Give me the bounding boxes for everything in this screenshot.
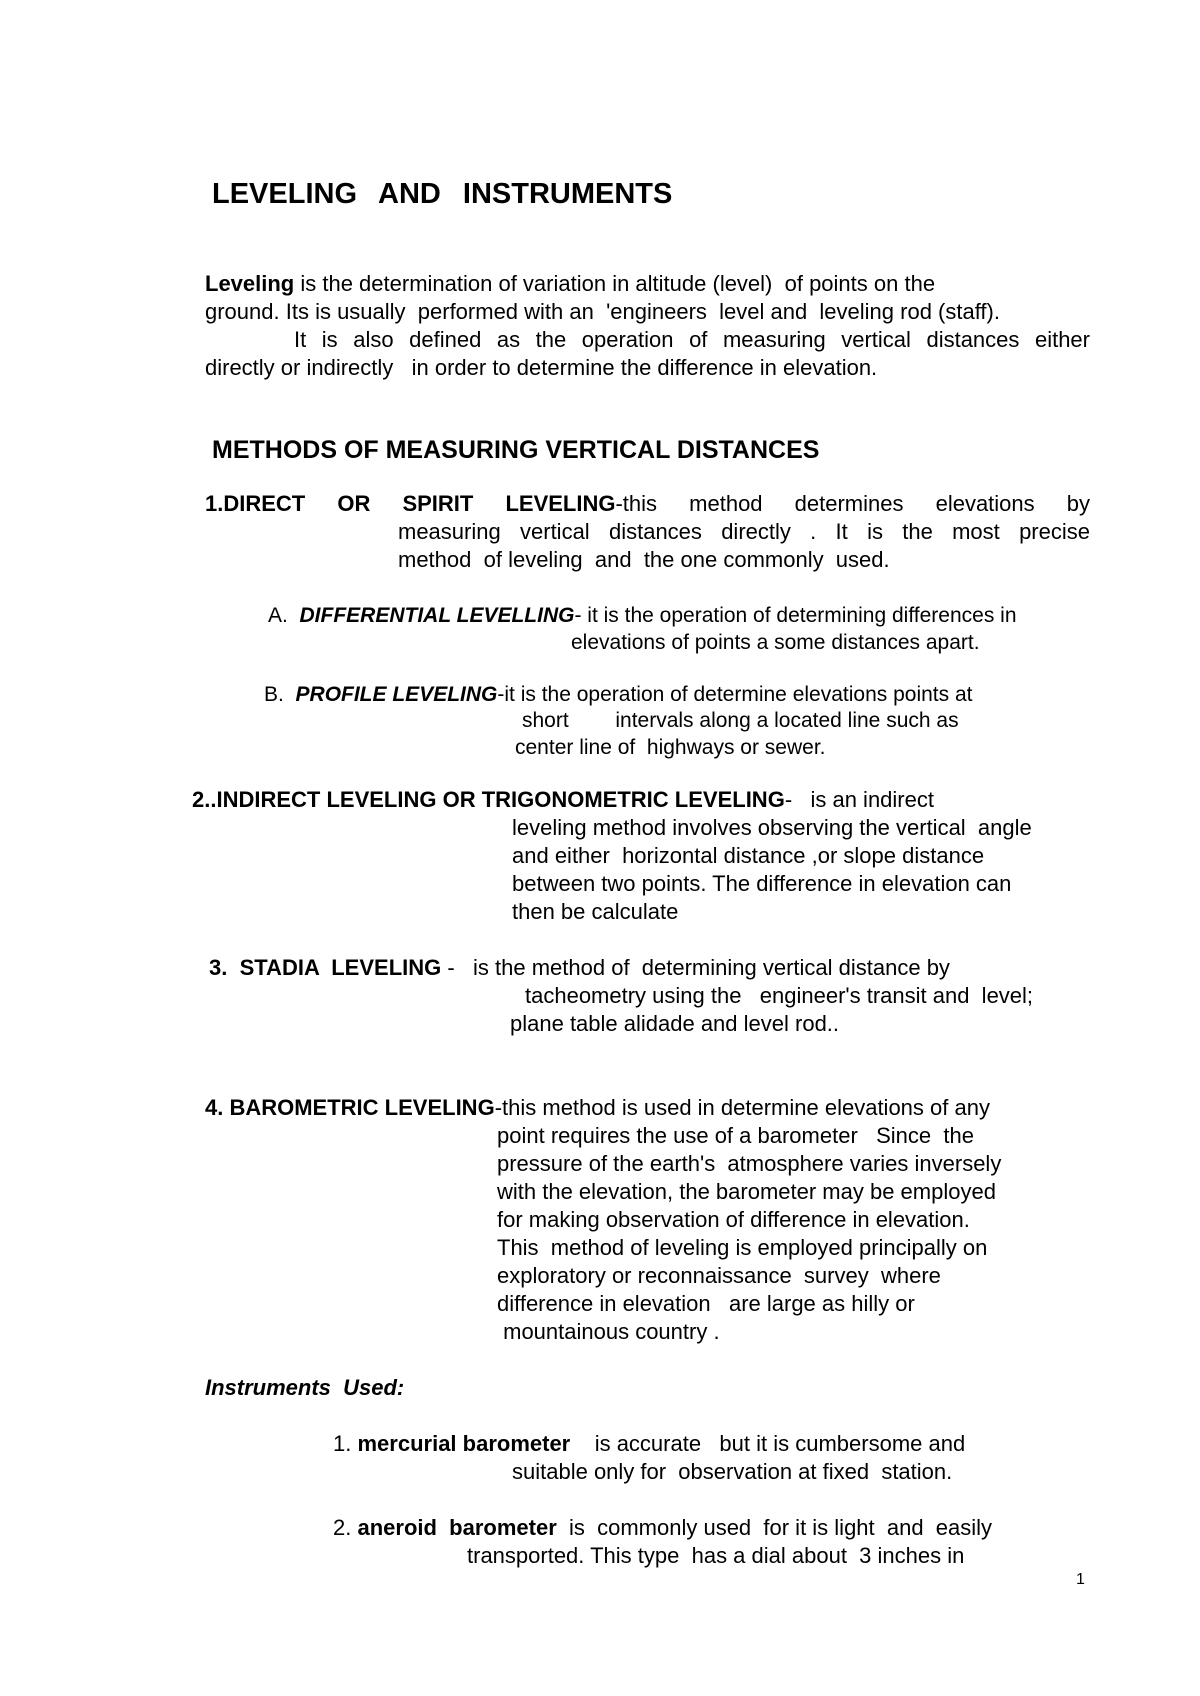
method2-line-2: leveling method involves observing the vertical angle xyxy=(512,815,1032,840)
method3-heading: 3. STADIA LEVELING xyxy=(209,955,442,980)
method1a-heading: DIFFERENTIAL LEVELLING xyxy=(299,604,575,627)
instrument1-line-1: 1. mercurial barometer is accurate but it is cumbersome and xyxy=(333,1431,966,1456)
method3-line-1: 3. STADIA LEVELING - is the method of determining vertical distance by xyxy=(209,955,950,980)
method4-heading: 4. BAROMETRIC LEVELING xyxy=(205,1095,495,1120)
method3-line-2: tacheometry using the engineer's transit and level; xyxy=(525,983,1034,1008)
page-title: LEVELING AND INSTRUMENTS xyxy=(212,178,673,210)
method1-line-3: method of leveling and the one commonly used. xyxy=(398,547,890,572)
method1b-line-2: short intervals along a located line such as xyxy=(522,709,959,732)
intro-term: Leveling xyxy=(205,271,295,296)
intro-line-1: Leveling is the determination of variation in altitude (level) of points on the xyxy=(205,271,936,296)
method1a-marker: A. xyxy=(268,604,288,627)
instrument1-heading: mercurial barometer xyxy=(357,1431,571,1456)
method4-line: with the elevation, the barometer may be employed xyxy=(497,1179,996,1204)
method2-heading: 2..INDIRECT LEVELING OR TRIGONOMETRIC LEVELING xyxy=(192,787,785,812)
method4-line: exploratory or reconnaissance survey where xyxy=(497,1263,941,1288)
instrument2-line-1: 2. aneroid barometer is commonly used for it is light and easily xyxy=(333,1515,993,1540)
method2-line-1: 2..INDIRECT LEVELING OR TRIGONOMETRIC LEVELING- is an indirect xyxy=(192,787,934,812)
method4-line-1: 4. BAROMETRIC LEVELING-this method is used in determine elevations of any xyxy=(205,1095,990,1120)
method3-line-3: plane table alidade and level rod.. xyxy=(510,1011,840,1036)
method1a-line-2: elevations of points a some distances apart. xyxy=(571,631,980,654)
method4-line: pressure of the earth's atmosphere varies inversely xyxy=(497,1151,1002,1176)
method1b-line-3: center line of highways or sewer. xyxy=(515,736,826,759)
instrument2-marker: 2. xyxy=(333,1515,352,1540)
method2-line-3: and either horizontal distance ,or slope distance xyxy=(512,843,985,868)
method1-heading: 1.DIRECT OR SPIRIT LEVELING xyxy=(205,491,616,516)
method4-line: for making observation of difference in elevation. xyxy=(497,1207,970,1232)
method1b-heading: PROFILE LEVELING xyxy=(295,683,498,706)
instrument1-line-2: suitable only for observation at fixed station. xyxy=(512,1459,953,1484)
instrument1-marker: 1. xyxy=(333,1431,352,1456)
method4-line: mountainous country . xyxy=(497,1319,720,1344)
instruments-heading: Instruments Used: xyxy=(205,1375,405,1400)
method2-line-4: between two points. The difference in elevation can xyxy=(512,871,1012,896)
method1a-line-1: A. DIFFERENTIAL LEVELLING- it is the operation of determining differences in xyxy=(268,604,1017,627)
instrument2-line-2: transported. This type has a dial about 3 inches in xyxy=(467,1543,965,1568)
method1-line-2: measuring vertical distances directly . It is the most precise xyxy=(398,519,1090,544)
method4-line: difference in elevation are large as hilly or xyxy=(497,1291,915,1316)
intro-line-2: ground. Its is usually performed with an 'engineers level and leveling rod (staff). xyxy=(205,299,1000,324)
method4-line: point requires the use of a barometer Since the xyxy=(497,1123,974,1148)
intro-line-3: It is also defined as the operation of measuring vertical distances either xyxy=(294,327,1090,352)
method1b-line-1: B. PROFILE LEVELING-it is the operation of determine elevations points at xyxy=(264,683,973,706)
method2-line-5: then be calculate xyxy=(512,899,679,924)
method1b-marker: B. xyxy=(264,683,284,706)
page-number: 1 xyxy=(1076,1571,1085,1588)
methods-heading: METHODS OF MEASURING VERTICAL DISTANCES xyxy=(212,436,820,464)
instrument2-heading: aneroid barometer xyxy=(357,1515,557,1540)
method1-line-1: 1.DIRECT OR SPIRIT LEVELING-this method determines elevations by xyxy=(205,491,1090,516)
intro-line-4: directly or indirectly in order to determine the difference in elevation. xyxy=(205,355,878,380)
method4-line: This method of leveling is employed principally on xyxy=(497,1235,988,1260)
